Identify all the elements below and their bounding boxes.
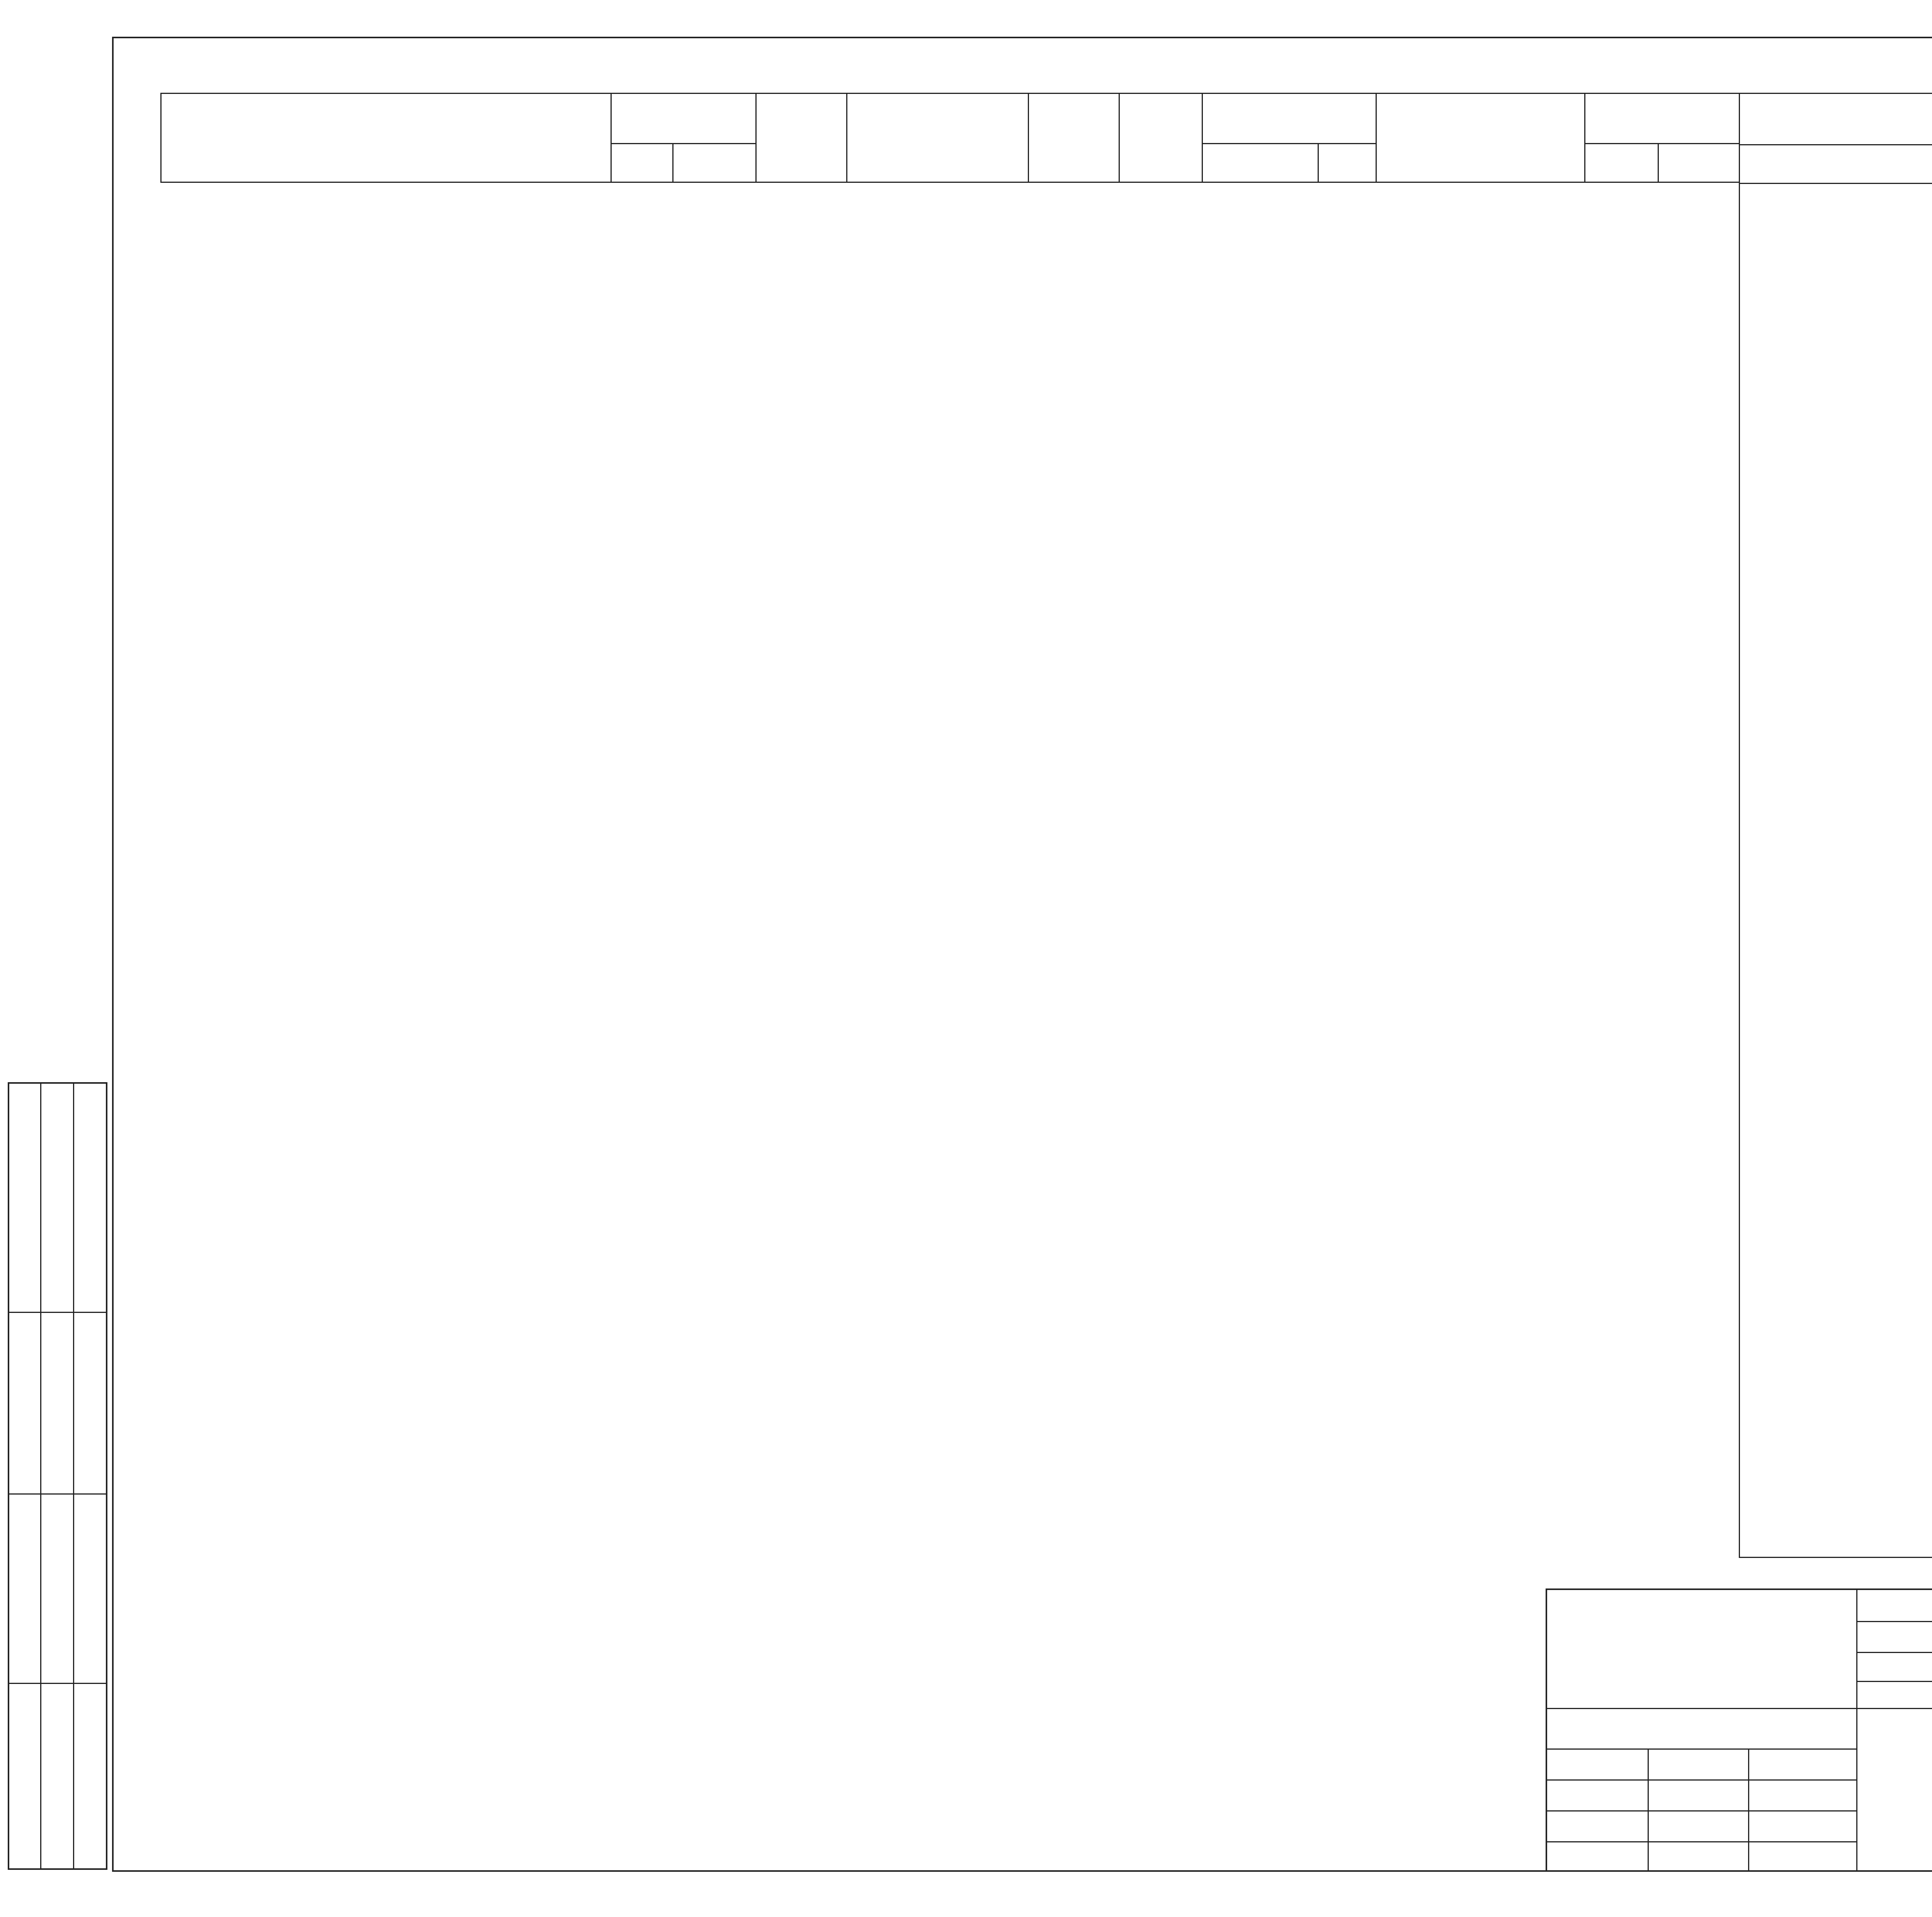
header-mech-type [1202, 144, 1318, 182]
header-breaks [1376, 94, 1585, 182]
header-volume [611, 94, 756, 144]
header-qty [673, 144, 756, 182]
side-approval-stamp [8, 1082, 107, 1870]
header-duration [1585, 94, 1740, 144]
title-block [1546, 1588, 1932, 1872]
header-norm [756, 94, 847, 182]
header-mech-qty [1318, 144, 1376, 182]
header-crew [1119, 94, 1202, 182]
header-hours [1585, 144, 1658, 182]
header-labor [1029, 94, 1119, 182]
header-enir [847, 94, 1029, 182]
header-name [161, 94, 611, 182]
header-shifts [1658, 144, 1740, 182]
schedule-grid [1740, 94, 1932, 1557]
header-unit [611, 144, 673, 182]
notes [325, 1612, 866, 1614]
schedule-chart [1739, 93, 1932, 1558]
header-mech [1202, 94, 1376, 144]
works-table [160, 93, 1740, 183]
